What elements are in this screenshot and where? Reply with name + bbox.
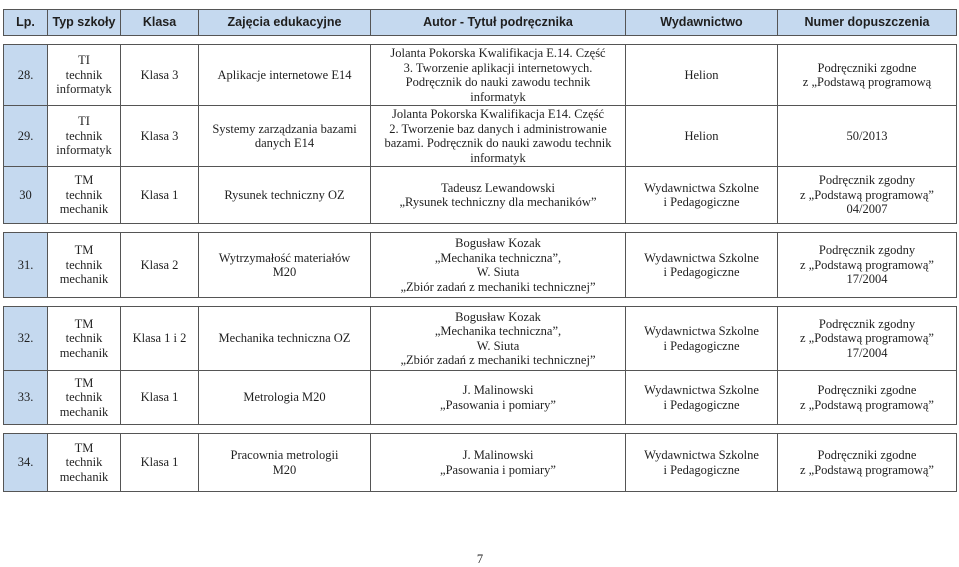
row-publisher: Helion (626, 106, 778, 167)
table-row (4, 371, 957, 425)
header-class: Klasa (121, 10, 199, 36)
row-type: TM technik mechanik (48, 434, 121, 492)
row-approval: Podręczniki zgodne z „Podstawą programową (778, 45, 957, 106)
row-lp: 28. (4, 45, 48, 106)
row-subject: Metrologia M20 (199, 371, 371, 425)
row-subject: Aplikacje internetowe E14 (199, 45, 371, 106)
row-class: Klasa 1 i 2 (121, 307, 199, 371)
header-author-title: Autor - Tytuł podręcznika (371, 10, 626, 36)
table-row (4, 45, 957, 106)
header-subject: Zajęcia edukacyjne (199, 10, 371, 36)
row-type: TM technik mechanik (48, 233, 121, 298)
header-approval: Numer dopuszczenia (778, 10, 957, 36)
row-book: J. Malinowski „Pasowania i pomiary” (371, 371, 626, 425)
row-publisher: Wydawnictwa Szkolne i Pedagogiczne (626, 371, 778, 425)
table-row (4, 434, 957, 492)
row-approval: 50/2013 (778, 106, 957, 167)
row-subject: Pracownia metrologii M20 (199, 434, 371, 492)
row-type: TM technik mechanik (48, 371, 121, 425)
row-subject: Wytrzymałość materiałów M20 (199, 233, 371, 298)
row-approval: Podręczniki zgodne z „Podstawą programową” (778, 434, 957, 492)
row-approval: Podręczniki zgodne z „Podstawą programową” (778, 371, 957, 425)
row-class: Klasa 2 (121, 233, 199, 298)
row-approval: Podręcznik zgodny z „Podstawą programową” 17/2004 (778, 307, 957, 371)
row-class: Klasa 3 (121, 45, 199, 106)
textbook-table (3, 9, 957, 492)
row-book: Bogusław Kozak „Mechanika techniczna”, W. Siuta „Zbiór zadań z mechaniki technicznej” (371, 233, 626, 298)
row-book: Jolanta Pokorska Kwalifikacja E.14. Część 3. Tworzenie aplikacji internetowych. Podręcznik do nauki zawodu technik informatyk (371, 45, 626, 106)
row-lp: 34. (4, 434, 48, 492)
row-approval: Podręcznik zgodny z „Podstawą programową” 04/2007 (778, 167, 957, 224)
row-subject: Mechanika techniczna OZ (199, 307, 371, 371)
row-publisher: Wydawnictwa Szkolne i Pedagogiczne (626, 434, 778, 492)
row-class: Klasa 3 (121, 106, 199, 167)
row-book: Jolanta Pokorska Kwalifikacja E14. Część 2. Tworzenie baz danych i administrowanie bazami. Podręcznik do nauki zawodu technik informatyk (371, 106, 626, 167)
row-publisher: Wydawnictwa Szkolne i Pedagogiczne (626, 233, 778, 298)
row-class: Klasa 1 (121, 434, 199, 492)
row-type: TM technik mechanik (48, 307, 121, 371)
header-lp: Lp. (4, 10, 48, 36)
row-subject: Systemy zarządzania bazami danych E14 (199, 106, 371, 167)
row-publisher: Wydawnictwa Szkolne i Pedagogiczne (626, 167, 778, 224)
header-school-type: Typ szkoły (48, 10, 121, 36)
row-lp: 30 (4, 167, 48, 224)
table-row (4, 233, 957, 298)
page-number: 7 (476, 552, 484, 566)
row-publisher: Helion (626, 45, 778, 106)
row-book: Bogusław Kozak „Mechanika techniczna”, W. Siuta „Zbiór zadań z mechaniki technicznej” (371, 307, 626, 371)
table-row (4, 106, 957, 167)
row-lp: 33. (4, 371, 48, 425)
row-subject: Rysunek techniczny OZ (199, 167, 371, 224)
row-publisher: Wydawnictwa Szkolne i Pedagogiczne (626, 307, 778, 371)
row-class: Klasa 1 (121, 167, 199, 224)
row-type: TI technik informatyk (48, 106, 121, 167)
row-type: TI technik informatyk (48, 45, 121, 106)
row-lp: 31. (4, 233, 48, 298)
row-book: Tadeusz Lewandowski „Rysunek techniczny dla mechaników” (371, 167, 626, 224)
row-type: TM technik mechanik (48, 167, 121, 224)
row-book: J. Malinowski „Pasowania i pomiary” (371, 434, 626, 492)
table-header-row (4, 10, 957, 36)
table-row (4, 307, 957, 371)
row-lp: 29. (4, 106, 48, 167)
row-class: Klasa 1 (121, 371, 199, 425)
table-row (4, 167, 957, 224)
header-publisher: Wydawnictwo (626, 10, 778, 36)
row-lp: 32. (4, 307, 48, 371)
row-approval: Podręcznik zgodny z „Podstawą programową” 17/2004 (778, 233, 957, 298)
